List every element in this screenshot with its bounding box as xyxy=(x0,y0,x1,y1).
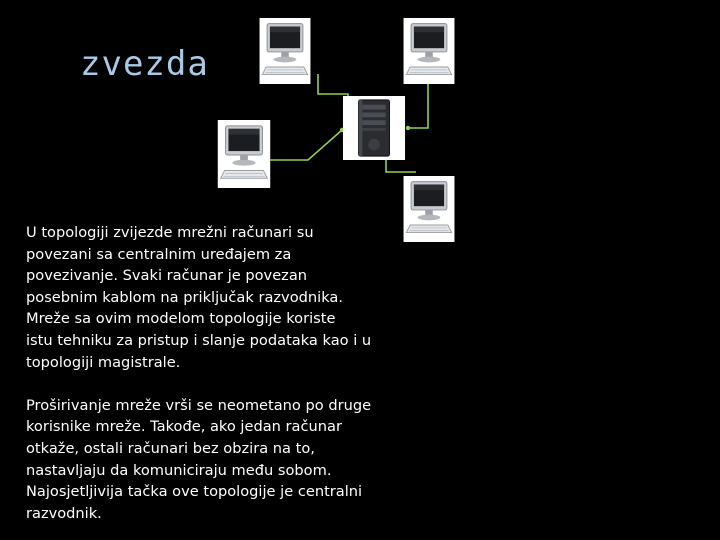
computer-icon xyxy=(218,120,270,188)
cable-left xyxy=(266,130,342,160)
paragraph-1: U topologiji zvijezde mrežni računari su povezani sa centralnim uređajem za povezivanje. Svaki računar je povezan posebnim kablom na priključak razvodnika. Mreže sa ovim modelom topologije koriste istu tehniku za pristup i slanje podataka kao i u topologiji magistrale. xyxy=(26,224,372,371)
slide-title: zvezda xyxy=(80,44,209,84)
computer-icon xyxy=(404,18,455,84)
server-tower-icon xyxy=(343,96,405,160)
paragraph-2: Proširivanje mreže vrši se neometano po druge korisnike mreže. Takođe, ako jedan računar otkaže, ostali računari bez obzira na to, nastavljaju da komuniciraju među sobom. Najosjetljivija tačka ove topologije je centralni razvodnik. xyxy=(26,396,372,522)
connector-dot xyxy=(406,126,410,130)
cable-top-right xyxy=(408,80,428,128)
computer-icon xyxy=(260,18,311,84)
computer-icon xyxy=(404,176,455,242)
